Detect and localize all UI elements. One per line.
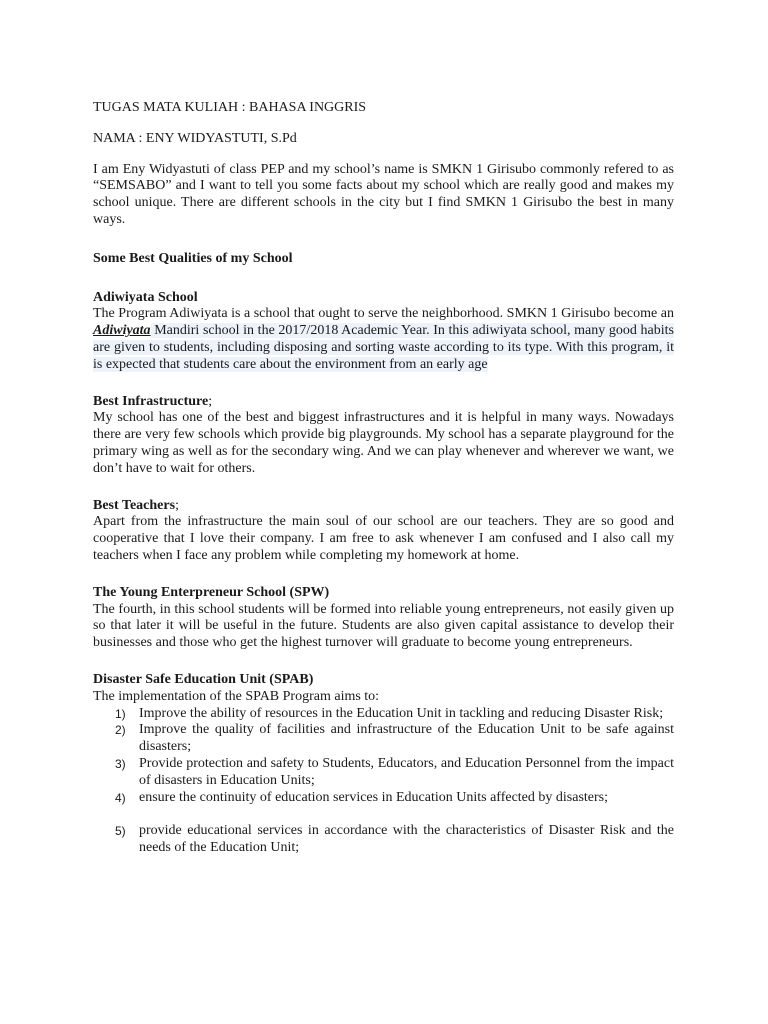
adiwiyata-heading: Adiwiyata School — [93, 289, 198, 305]
spab-list — [93, 706, 674, 857]
adiwiyata-paragraph — [93, 306, 674, 373]
infrastructure-suffix: ; — [208, 393, 213, 409]
teachers-suffix: ; — [175, 497, 179, 513]
spw-paragraph: The fourth, in this school students will be formed into reliable young entrepreneurs, not easily given up so that later it will be useful in the future. Students are also given capital assistance to develop their businesses and those who get the highest turnover will graduate to become young entrepreneurs. — [93, 601, 674, 651]
list-text: ensure the continuity of education services in Education Units affected by disasters; — [139, 789, 608, 805]
list-item — [93, 756, 674, 790]
list-text: provide educational services in accordance with the characteristics of Disaster Risk and the needs of the Education Unit; — [139, 823, 674, 856]
course-title: TUGAS MATA KULIAH : BAHASA INGGRIS — [93, 100, 367, 115]
list-item — [93, 722, 674, 756]
spab-heading: Disaster Safe Education Unit (SPAB) — [93, 671, 314, 687]
adiwiyata-text-after: Mandiri school in the 2017/2018 Academic Year. In this adiwiyata school, many good habits are given to students, including disposing and sorting waste according to its type. With this program, it is expected that students care about the environment from an early age — [93, 323, 674, 372]
section-title: Some Best Qualities of my School — [93, 250, 293, 266]
list-number: 2) — [115, 723, 126, 738]
list-number: 5) — [115, 824, 126, 839]
list-item — [93, 823, 674, 857]
list-text: Provide protection and safety to Students, Educators, and Education Personnel from the impact of disasters in Education Units; — [139, 755, 674, 788]
infrastructure-heading-line — [93, 394, 674, 411]
infrastructure-heading: Best Infrastructure — [93, 393, 209, 409]
spw-heading: The Young Enterpreneur School (SPW) — [93, 584, 330, 600]
list-item — [93, 706, 674, 723]
infrastructure-paragraph: My school has one of the best and biggest infrastructures and it is helpful in many ways. Nowadays there are very few schools which provide big playgrounds. My school has a separate playground for the primary wing as well as for the secondary wing. And we can play whenever and wherever we want, we don’t have to wait for others. — [93, 410, 674, 476]
teachers-heading: Best Teachers — [93, 497, 176, 513]
teachers-paragraph: Apart from the infrastructure the main soul of our school are our teachers. They are so good and cooperative that I love their company. I am free to ask whenever I am confused and I also call my teachers when I face any problem while completing my homework at home. — [93, 514, 674, 563]
teachers-heading-line — [93, 498, 674, 515]
adiwiyata-emphasis: Adiwiyata — [93, 323, 151, 339]
list-text: Improve the ability of resources in the Education Unit in tackling and reducing Disaster Risk; — [139, 705, 664, 721]
intro-paragraph: I am Eny Widyastuti of class PEP and my school’s name is SMKN 1 Girisubo commonly refered to as “SEMSABO” and I want to tell you some facts about my school which are really good and makes my school unique. There are different schools in the city but I find SMKN 1 Girisubo the best in many ways. — [93, 161, 674, 227]
student-name: NAMA : ENY WIDYASTUTI, S.Pd — [93, 130, 297, 146]
list-text: Improve the quality of facilities and infrastructure of the Education Unit to be safe against disasters; — [139, 722, 674, 755]
list-number: 4) — [115, 790, 126, 805]
adiwiyata-text-before: The Program Adiwiyata is a school that ought to serve the neighborhood. SMKN 1 Girisubo become an — [93, 306, 674, 322]
list-number: 3) — [115, 756, 126, 771]
list-item — [93, 790, 674, 807]
list-number: 1) — [115, 706, 126, 721]
spab-intro: The implementation of the SPAB Program aims to: — [93, 688, 380, 704]
